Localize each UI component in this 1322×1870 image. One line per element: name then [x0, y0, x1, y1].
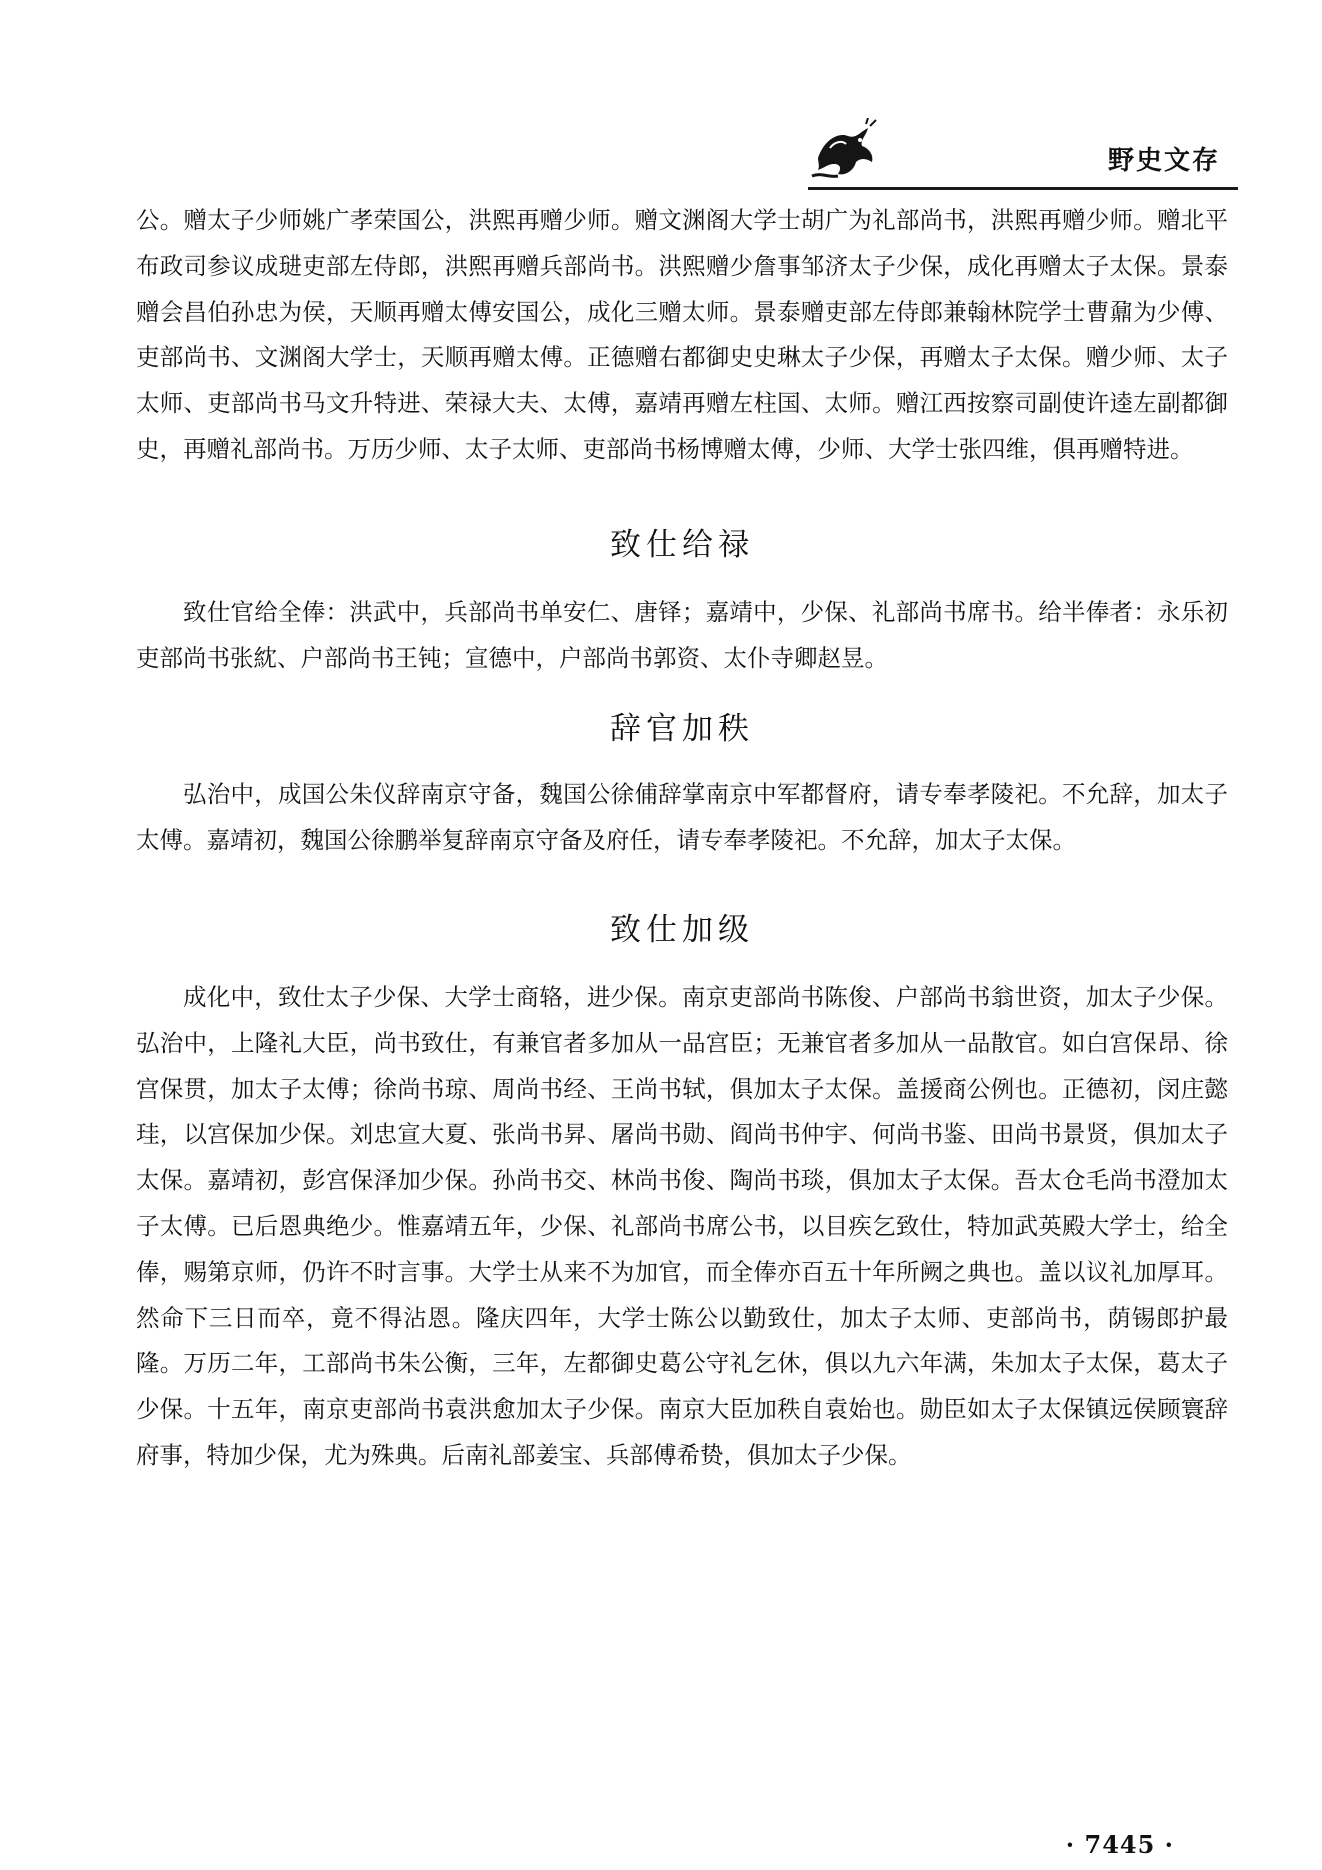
section-zhishi-geilu: [136, 519, 1228, 682]
section-body: 成化中，致仕太子少保、大学士商辂，进少保。南京吏部尚书陈俊、户部尚书翁世资，加太子少保。弘治中，上隆礼大臣，尚书致仕，有兼官者多加从一品宫臣；无兼官者多加从一品散官。如白宫保昂、徐宫保贯，加太子太傅；徐尚书琼、周尚书经、王尚书轼，俱加太子太保。盖援商公例也。正德初，闵庄懿珪，以宫保加少保。刘忠宣大夏、张尚书昇、屠尚书勋、阎尚书仲宇、何尚书鉴、田尚书景贤，俱加太子太保。嘉靖初，彭宫保泽加少保。孙尚书交、林尚书俊、陶尚书琰，俱加太子太保。吾太仓毛尚书澄加太子太傅。已后恩典绝少。惟嘉靖五年，少保、礼部尚书席公书，以目疾乞致仕，特加武英殿大学士，给全俸，赐第京师，仍许不时言事。大学士从来不为加官，而全俸亦百五十年所阙之典也。盖以议礼加厚耳。然命下三日而卒，竟不得沾恩。隆庆四年，大学士陈公以勤致仕，加太子太师、吏部尚书，荫锡郎护最隆。万历二年，工部尚书朱公衡，三年，左都御史葛公守礼乞休，俱以九六年满，朱加太子太保，葛太子少保。十五年，南京吏部尚书袁洪愈加太子少保。南京大臣加秩自袁始也。勋臣如太子太保镇远侯顾寰辞府事，特加少保，尤为殊典。后南礼部姜宝、兵部傅希贽，俱加太子少保。: [136, 982, 1228, 1469]
dragon-logo-icon: [808, 118, 880, 182]
header-rule: [808, 187, 1238, 190]
section-body: 弘治中，成国公朱仪辞南京守备，魏国公徐俌辞掌南京中军都督府，请专奉孝陵祀。不允辞，加太子太傅。嘉靖初，魏国公徐鹏举复辞南京守备及府任，请专奉孝陵祀。不允辞，加太子太保。: [136, 780, 1228, 855]
section-body: 致仕官给全俸：洪武中，兵部尚书单安仁、唐铎；嘉靖中，少保、礼部尚书席书。给半俸者：永乐初吏部尚书张紞、户部尚书王钝；宣德中，户部尚书郭资、太仆寺卿赵昱。: [136, 597, 1228, 672]
section-ciguan-jiazhi: [136, 703, 1228, 864]
page-number: · 7445 ·: [1065, 1830, 1174, 1859]
section-zhishi-jiaji: [136, 904, 1228, 1479]
page-body: [136, 198, 1228, 1479]
opening-paragraph: 公。赠太子少师姚广孝荣国公，洪熙再赠少师。赠文渊阁大学士胡广为礼部尚书，洪熙再赠少师。赠北平布政司参议成琎吏部左侍郎，洪熙再赠兵部尚书。洪熙赠少詹事邹济太子少保，成化再赠太子太保。景泰赠会昌伯孙忠为侯，天顺再赠太傅安国公，成化三赠太师。景泰赠吏部左侍郎兼翰林院学士曹鼐为少傅、吏部尚书、文渊阁大学士，天顺再赠太傅。正德赠右都御史史琳太子少保，再赠太子太保。赠少师、太子太师、吏部尚书马文升特进、荣禄大夫、太傅，嘉靖再赠左柱国、太师。赠江西按察司副使许逵左副都御史，再赠礼部尚书。万历少师、太子太师、吏部尚书杨博赠太傅，少师、大学士张四维，俱再赠特进。: [136, 206, 1228, 463]
running-header: [808, 118, 1238, 190]
section-title: 致仕给禄: [610, 526, 754, 563]
section-title: 致仕加级: [610, 911, 754, 948]
book-title: 野史文存: [1107, 146, 1220, 176]
section-title: 辞官加秩: [610, 711, 754, 748]
